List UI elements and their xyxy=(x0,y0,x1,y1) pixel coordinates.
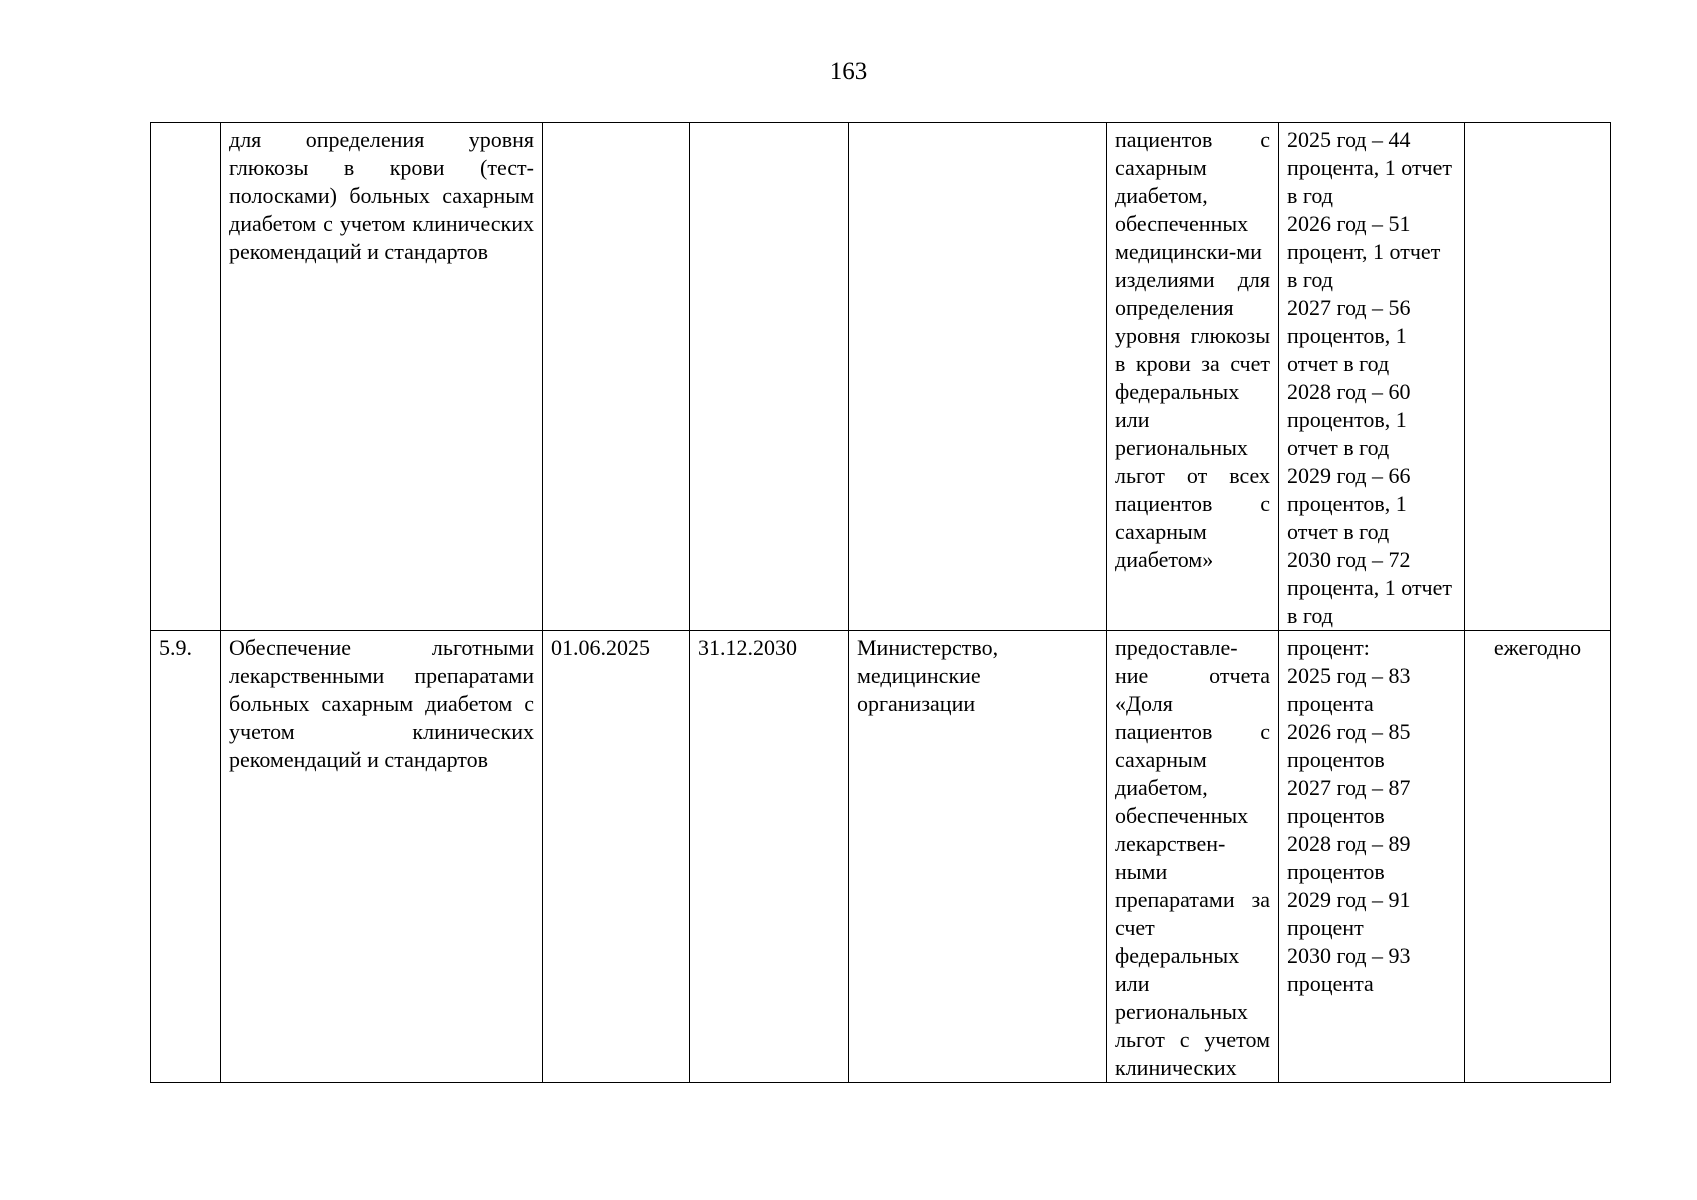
activities-table xyxy=(150,122,1611,1083)
cell-responsible: Министерство, медицинские организации xyxy=(849,631,1107,1083)
page-number: 163 xyxy=(829,58,868,85)
cell-start-date: 01.06.2025 xyxy=(543,631,690,1083)
cell-frequency: ежегодно xyxy=(1465,631,1611,1083)
cell-event: для определения уровня глюкозы в крови (тест-полосками) больных сахарным диабетом с учетом клинических рекомендаций и стандартов xyxy=(221,123,543,631)
cell-result: предоставле-ние отчета «Доля пациентов с сахарным диабетом, обеспеченных лекарствен-ными препаратами за счет федеральных или региональных льгот с учетом клинических xyxy=(1107,631,1279,1083)
cell-result: пациентов с сахарным диабетом, обеспеченных медицински-ми изделиями для определения уровня глюкозы в крови за счет федеральных или региональных льгот от всех пациентов с сахарным диабетом» xyxy=(1107,123,1279,631)
table-row xyxy=(151,631,1611,1083)
cell-number: 5.9. xyxy=(151,631,221,1083)
cell-event: Обеспечение льготными лекарственными препаратами больных сахарным диабетом с учетом клинических рекомендаций и стандартов xyxy=(221,631,543,1083)
table-row xyxy=(151,123,1611,631)
cell-frequency xyxy=(1465,123,1611,631)
cell-end-date xyxy=(690,123,849,631)
cell-end-date: 31.12.2030 xyxy=(690,631,849,1083)
cell-indicator: 2025 год – 44 процента, 1 отчет в год 2026 год – 51 процент, 1 отчет в год 2027 год – 56 процентов, 1 отчет в год 2028 год – 60 процентов, 1 отчет в год 2029 год – 66 процентов, 1 отчет в год 2030 год – 72 процента, 1 отчет в год xyxy=(1279,123,1465,631)
cell-number xyxy=(151,123,221,631)
cell-indicator: процент: 2025 год – 83 процента 2026 год – 85 процентов 2027 год – 87 процентов 2028 год – 89 процентов 2029 год – 91 процент 2030 год – 93 процента xyxy=(1279,631,1465,1083)
cell-responsible xyxy=(849,123,1107,631)
cell-start-date xyxy=(543,123,690,631)
